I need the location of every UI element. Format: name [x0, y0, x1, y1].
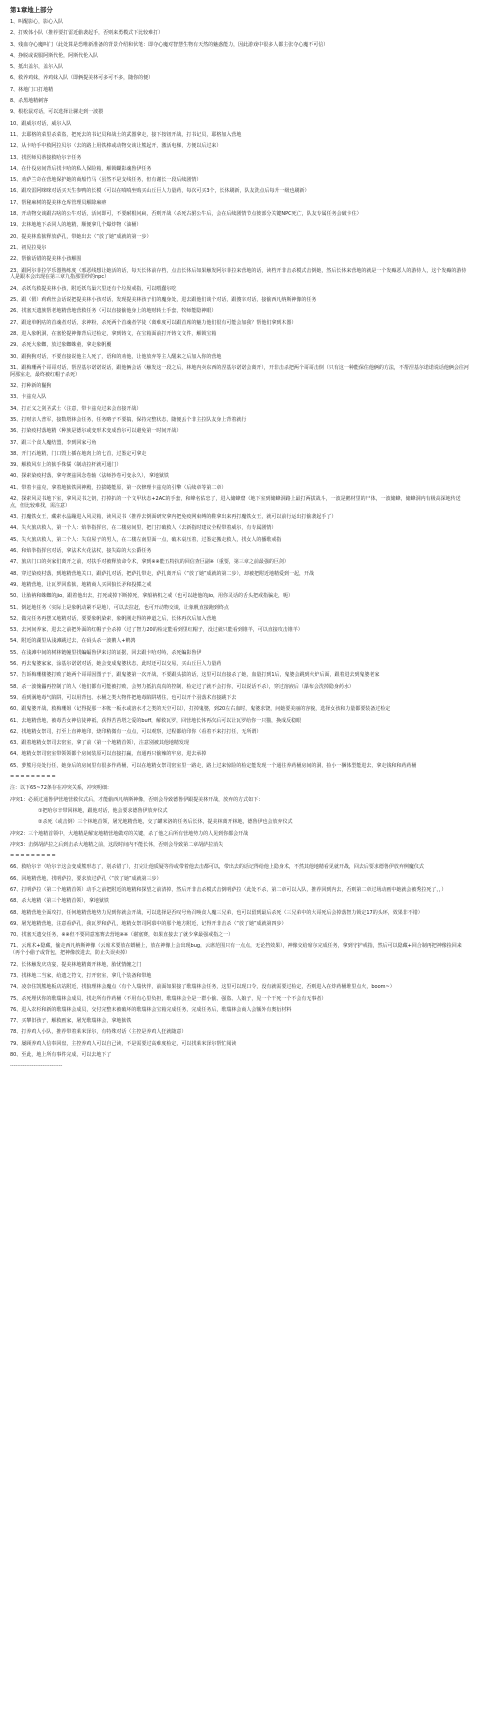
step-item: 68、地精营地全面攻打，任何地精营地势力见到你就会开战，可以选择是否叹号角召唤食人魔三兄弟，也可以留到最后杀死（三兄弟中的大哥死后会掉落智力锁定17的头环，效果非不错）	[10, 909, 423, 916]
step-item: 66、回地精营地，找明萨拉，要求放过萨孔（“放了她”成就第三步）	[10, 875, 162, 882]
step-item: 63、跟着地精女祭司去密室，拿了前（第一个地精首领），注意别被其他地精发现	[10, 740, 189, 747]
step-item: 64、地精女祭司密室带领领都个房间装原可以直接打赢，直通再只偷辣的牢房，进去承掉	[10, 751, 207, 758]
step-item: 30、跟狗狗对话，不要直接说他主人死了，语和的劝他，让他放弃等主人醒来之后加入你的营地	[10, 353, 222, 360]
step-item: 16、跟攻雷阿咪咪对话买天生参鸭的长模（可以在嗔嗔坐购买山丘巨人力量药，每次可买3个，长休刷新，队友洗点后每升一级也刷新）	[10, 188, 310, 195]
step-item: 68、杀大地精（第三个地精首领），拿地狱铁	[10, 898, 109, 905]
step-item: 53、去河间养家，进去之前把外面的红帽子全杀掉（过了智力20的检定能看到里红帽子，没过就只能看到锥羊，可以直接攻击锥羊）	[10, 627, 303, 634]
step-item: 34、打正义之剑圣武士（注意，带卡兹克过来会直接开战）	[10, 405, 142, 412]
step-item: 38、开门石地精，门口毁上插在地肉上的七首，过鉴定可拿走	[10, 450, 147, 457]
step-item: 74、凌奈住凯熊地板店站附近，找狼理林会魔点（有个人瑞伙伴，前面如果接了歌瑞林会任务，这里可以现口令，没有就需要过检定，否则进入在炸药桶堆里点火，boom~）	[10, 984, 395, 991]
step-item: 5、抵出盖尔，盖尔入队	[10, 64, 64, 71]
step-item: 51、倒赶地任务（实际上是象帆动紧不是地），可以去拉赶，也可开动物交谈，让象帆直接跑到终点	[10, 604, 229, 611]
step-item: 12、从卡哈手中救阿拉贝尔（去的路上用铁棒或动物交谈让熊起开，激活电梯，方便以后过来）	[10, 143, 222, 150]
step-item: 23、跟阿尔菲拉学乐器熟练度（邪恶线想让她活的话，每天长休前存档，点击长休后如果触发阿尔菲拉来营地的话，读档开非击杀模式击倒她，然后长休来营地的就是一个发癫恶人的游侍人，这个发癫的游侍人是跟本会出现在第三章九指那里纱的npc）	[10, 267, 467, 281]
step-item: 65、萝熊月亮处行任，她身后的房间里有很多作药桶，可以在地精女祭司密室里一路走，路上过来惊险的检定能发现一个通往养药桶房间的洞，捡小一捆体型能进去，拿走钱和和药药桶	[10, 762, 417, 769]
step-item: 32、打种新的鬣狗	[10, 383, 52, 390]
conflict-notes	[10, 785, 470, 848]
step-item: 2、打败体小队（推荐要打雷近偷袭起手，否则来勇模式下比较难打）	[10, 30, 164, 37]
step-item: 44、失火旅店救人，第一个人：焰拳指挥官，在二楼房间里，把门打破救人（去新指时建议全程带着威尔，有专属剧情）	[10, 525, 277, 532]
step-item: 59、看到满地毒气陷阱，可以用背包、水桶之类大物件把地毒陷阱堵住，也可以开个羽落术直接跳下去	[10, 694, 237, 701]
step-item: 48、穿过染疫村落，到地精营地关口，跟萨扎对话，把萨扎带走，萨扎离开后（“放了她”成就的第二步），却被把附近地精爱到一起，开战	[10, 570, 315, 577]
step-item: 75、杀死埋伏你的歌瑞林会成员，找走所有作药桶（不用有心里负担，歌瑞林会全是一群小偷、强盗、人娘子，见一个干死一个不会有无事者）	[10, 995, 327, 1002]
note-line: ①把哈尔辛带回林地，跟他对话，他会要求德鲁伊放弃仪式	[38, 807, 168, 814]
step-item: 66、救哈尔辛（哈尔辛这会变成熊形态了，别杀错了），打完让他质疑等待或带着他去击都可以，带出去的话记得给他上隐身术，不然其他地精看见就开战，回去后要求德鲁伊放弃例魔仪式	[10, 864, 424, 871]
note-line: 冲突2：三个地精首领中，大地精是解宠地精营地做对的关键，杀了他之后所有营地势力的人见到你都会开战	[10, 830, 249, 837]
step-item: 15、劝萨兰奇在营地保护她的商船竹马（虽然不是支线任务，但有谢长一段后续剧情）	[10, 177, 202, 184]
step-item: 1、叫醒影心，影心入队	[10, 19, 64, 25]
step-item: 73、找林地二当家，给遗之符文，打开密室，拿几个装备和带地	[10, 972, 152, 979]
step-item: 41、带着卡兹克，拿着地狱铁回神殿，拉拔蜷能原，第一次修理卡兹克的引擎（后续章等第二章）	[10, 484, 227, 491]
step-item: 62、找地精女祭司，打至上直神地印，烧印稍微有一点点，可以观察，过程都给印你（看着不来打打任，无所谓）	[10, 728, 262, 735]
step-item: 26、找塞天遗族帮老地精营地营救任务（可以直接偷他身上的地财转土手套，牧师能隐神眼）	[10, 308, 217, 315]
step-item: 46、和焰拳指挥官对话，拿法术火花法杖，接失踪的大公爵任务	[10, 548, 152, 555]
step-item: 79、屡顾养鸡人信奉回盘，主控养鸡人可以自己读，不是需要过高难度检定，可以找莱米泽尔帮忙阅读	[10, 1040, 237, 1047]
step-item: 21、初见拉曼尔	[10, 244, 47, 251]
step-item: 56、再去鬼婆家家，涂基尔诺诺对话，她会变成鬼婆状态，此时还可以交易，买山丘巨人力量药	[10, 661, 222, 668]
step-item: 7、林地门口打地精	[10, 86, 54, 93]
step-item: 18、开动物交谈跟古啥的公牛对话，活问即可，不要耐根问扁，否则开战（杀死古驸公牛后，会在后续剧情节点彼部分关键NPC死亡，队友专属任务会破卡住）	[10, 211, 362, 218]
step-item: 33、卡兹克入队	[10, 394, 47, 401]
step-list-continued	[10, 864, 470, 1059]
step-item: 39、解救风车上的狱手侏儒（制动拉杆就可通门）	[10, 462, 122, 469]
step-item: 67、打明萨拉（第二个地精首领）动手之前把附近的地精和探望之前清掉，然后开非击杀模式击倒明萨拉（此处不杀，第二章可以入队，推荐回到内去，否则第二章过场动画中她就会被秀拉死了，，）	[10, 886, 447, 893]
step-item: 29、杀死大象蜘，放过象蜘蛛童，拿走象帆覆	[10, 342, 112, 349]
step-item: 22、帮偷话错的提美林小孩解围	[10, 256, 82, 263]
step-item: 10、跟威尔对话，威尔入队	[10, 120, 72, 127]
bottom-divider: -----------------------------	[10, 1063, 63, 1070]
step-item: 28、进入象帆洞，在塞伦提神像背后过检定，拿到铸文，在宝箱面前打开铸文文件，解锁宝箱	[10, 330, 217, 337]
note-line: 注：以下65~72条存在冲突关系，冲突明细：	[10, 785, 112, 792]
step-item: 36、打染疫村落地精（种族是德尔或变形术变成兽尔可以避免第一时间开战）	[10, 428, 182, 435]
step-item: 40、探索染疫村落，拿夸赛兹回念卷轴（法师抄卷可变永久），拿地狱铁	[10, 473, 169, 480]
step-item: 76、进入农杉和新的歌瑞林会成员，交付完整未被破坏的歌瑞林会宝箱完成任务，完成任务后，歌瑞林会商人会额外有奥衍材料	[10, 1006, 292, 1013]
step-item: 49、地精营地，让瓦罗回监狱，地精商人买回狼长矛和投掷之戒	[10, 581, 152, 588]
step-item: 45、失火旅店救人，第二个人：失窃屋子的男人，在二楼左南里面一点，破木桌压着，过鉴定搬走救人，找女人的播歌戒指	[10, 536, 282, 543]
step-item: 17、帮秘麻树的提美林仓库管理员解除麻痹	[10, 199, 107, 206]
step-item: 8、杀黑地精刺客	[10, 98, 49, 105]
step-item: 72、长休触发庆功宴，提美林地精离开林地，胎忧情缠之门	[10, 961, 142, 968]
step-item: 69、屠光地精营地，注意看萨孔，我瓦罗和萨孔，地精女祭司阿慕中的那个地方附近，记得开非击杀（“放了她”成就第四步）	[10, 920, 287, 927]
step-item: 20、提美林监狱释放萨孔，带她出去（“放了她”成就的第一步）	[10, 233, 152, 240]
separator: =========	[10, 774, 57, 781]
step-item: 70、找塞天遗交任务，※※但不要同意塞赛去营地※※（谢塞赛，如果直接去了就少拿最强戒指之一）	[10, 932, 234, 939]
separator: =========	[10, 853, 57, 860]
step-item: 6、救养鸡妹，养鸡妹入队（即俩提美林可多可不多，随你的便）	[10, 75, 154, 82]
step-item: 71、云席术+隐藏，偷走西凡纳斯神像（云席术要放在蟒桶上，放在神像上会出现bug，云席范围只有一点点，无论挡效果），神像交给席尔完成任务，拿到守护戒指，然后可以隐藏+回合制再把神像捡回来（再个小偷子或背包，把神像放进去，防止失误卖掉）	[10, 943, 462, 957]
step-item: 47、旅店门口的卖家们离开之前，对扶手对被释放命令术，拿到※※能五特抗的回信查巨副※（重要，第三章之前最强的巨剑）	[10, 559, 289, 566]
step-item: 3、残血夺心魔叫门（此处算是恐唯新准备的背景介绍和伏笔：即夺心魔对智慧生物有天然的魅惑能力，因此游戏中很多人都主张夺心魔不可信）	[10, 41, 329, 48]
note-line: 冲突3：击倒胡萨拉之后到击杀大地精之前，这段时间内不能长休，否则会导致第二章胡萨拉消失	[10, 841, 224, 848]
step-item: 80、至此，地上所有事件完成，可以去地下了	[10, 1052, 112, 1059]
step-item: 31、跟梅珊两个哥哥对话，帮涅基尔诺诺说话，跟他俩会话（触发这一段之后，林地内卖东西的涅基尔诺诺会离开），开非击杀把两个哥哥击倒（只有这一种能保住他俩的方法，不帮涅基尔诺诺说话他俩会往河阿那室走，最终被红帽子杀死）	[10, 364, 469, 378]
step-item: 52、做完任务再摆又地精对话，要要象帆染索，象帆刚走得的神道之后，长休再次后加入营地	[10, 615, 217, 622]
note-line: 冲突1：必须过通鲁伊营地营救仪式后，才能偷西凡纳斯神像，否则会导致德鲁伊跟提美林开战，放弃的方式如下：	[10, 796, 264, 803]
step-list	[10, 19, 470, 770]
step-item: 4、挣脱或说服阿斯代伦，阿斯代伦入队	[10, 52, 99, 59]
step-item: 19、去林地地下杀同人的地精，顺便拿几个爆炸物（油桶）	[10, 222, 142, 229]
step-item: 27、跟途单帆咕的首魂者对话，求神粉，杀死两个首魂者学徒（离难度可以跟首席的魅力他们很有可能会加我？帮他们拿到木器）	[10, 319, 297, 326]
step-item: 25、跟（假）莉莉丝会话说把提美林小孩对话，发现提美林孩子们的魔身处，进去跟他们谈个对话，跟傻宰对话，接偷西凡纳斯神像的任务	[10, 297, 317, 304]
step-item: 42、探索风灵书地下室，拿风灵书之钥，打掉扒的一个文甲状态+2AC的手套，和峰名佑忠了，进入储蜂窟（地下室到储蜂洞路上最打两拔战斗，一波是鹅材里的尸体，一波储蜂，储蜂洞内有极高深地传送点，但比较难找，需注意）	[10, 495, 461, 509]
step-item: 77、买攀旧孩子，解救画家，屠光歌瑞林会，拿地狱铁	[10, 1018, 132, 1025]
step-item: 58、杀一波傀儡再控制了的人（他们都有可能被打败，会努力抵抗真真的控制，检定过了就不会打你，可以说话不杀），穿过溶液后（瀑布会洗掉隐身药水）	[10, 683, 354, 690]
step-item: 37、跟三个食人魔结盟，李到回家弓角	[10, 439, 97, 446]
note-line: ②杀死（或击倒）三个林地首领，屠光地精营地，交了罐米洛的任务后长休，提美林离开林地，德鲁伊也会放弃仪式	[38, 819, 293, 826]
step-item: 61、去地精营地，被毒苦女神信徒神祗，获得苦苔塔之爱的buff，解救瓦罗，回营地长休再次后可以让瓦罗给你一只猫，换成反稳眼	[10, 717, 302, 724]
step-item: 50、让胎衲和蛛蜘的jio，跟着他出去，打死或掉下断掉死，拿船衲机之戒（也可以趁他的jio，用你灵话的舌头把戒指骗走，呃）	[10, 593, 294, 600]
step-item: 43、打魔铁女王，藏索水晶蹦进入风灵箱，读风灵书（推荐去倒面研究拿内把免疫网束缚的鞋拿出来再打魔铁女王，就可以前行运出打偷袭起手了）	[10, 514, 337, 521]
step-item: 13、找医师贝蒂接救哈尔辛任务	[10, 154, 82, 161]
step-item: 11、去耶格的菜里杀菜盗，把死去的书记员和战士的武器拿走，接下按钮开战，打书记员，耶格加入营地	[10, 131, 242, 138]
step-item: 78、打养鸡人小队，推荐带着莱米泽尔，有特殊对话（主控是养鸡人狂就随意）	[10, 1029, 187, 1036]
step-item: 24、杀妖鸟救提美林小孩，附近妖鸟巢穴里还有个垃圾戒指，可以喂蠢尔吃	[10, 285, 177, 292]
step-item: 55、在浅滩中间的树林链幢里找蝙蝠鲁伊来讨的证据，回去跟卡哈对峙，杀死蝙影鲁伊	[10, 649, 202, 656]
step-item: 9、根松鼠对话，可以选择让骡走到一波猥	[10, 109, 104, 116]
chapter-title: 第1章地上部分	[10, 6, 53, 14]
step-item: 14、在什役房间背后找卡哈的私人保险箱，解锁蝴影魂鲁伊任务	[10, 165, 152, 172]
step-item: 60、跟鬼婆开战，救梅珊姐（记得捉那一本帐一板水或溶水才之类的天空可以），打掉鬼婆，到20左右血时，鬼婆求饶，问她要美丽的容貌，选择女孩和力量都要装备过检定	[10, 706, 391, 713]
step-item: 57、告诉梅珊楼婆打败了她两个哥哥因图子于，跟鬼婆第一次开战，不要跟头拔的话，这里可以直接杀了她，血量打到1后，鬼婆会跳到火炉后面，跟着进去到鬼婆老家	[10, 672, 380, 679]
step-item: 54、附近的湖里从浅滩跳过去，在码头杀一波鹅人+鹌鹑	[10, 638, 136, 645]
step-item: 35、打财亲人普军，接数塔林会任务，任务略子不要搞，保持完整状态，随便丢个非主拉队友身上背着就行	[10, 416, 247, 423]
